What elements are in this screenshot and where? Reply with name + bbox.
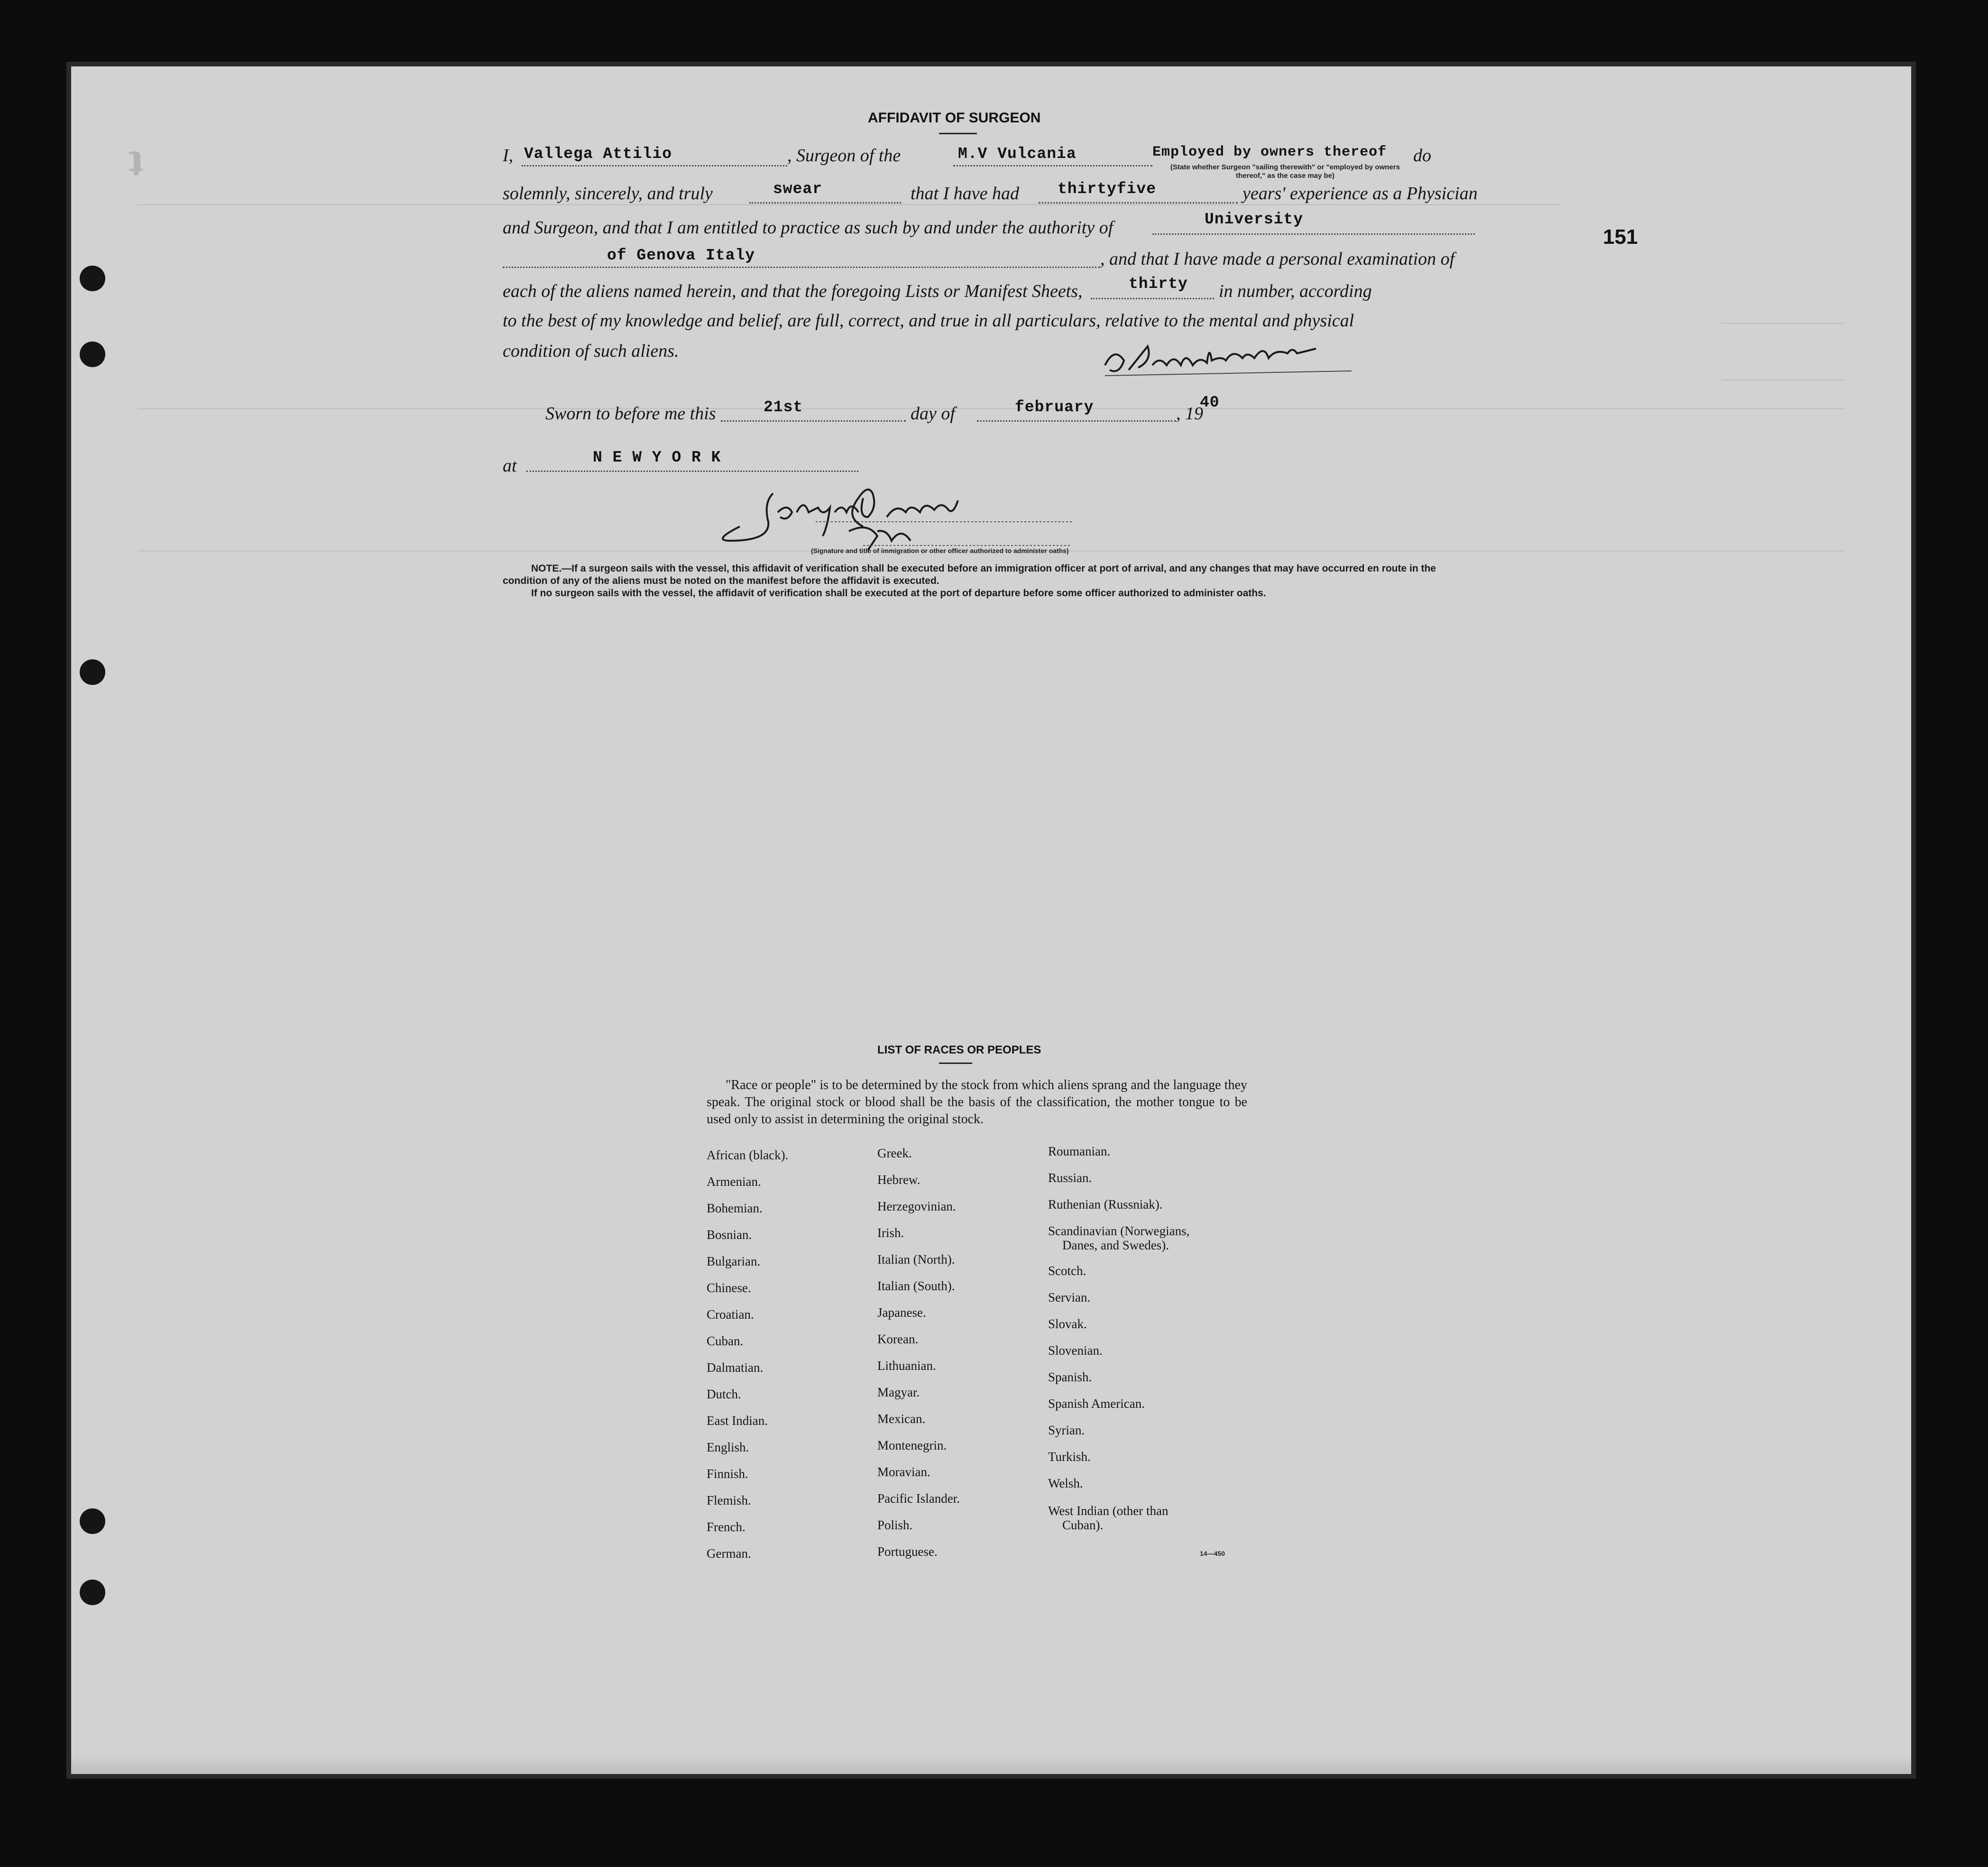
race-item: Herzegovinian.	[877, 1199, 956, 1213]
surgeon-name: Vallega Attilio	[524, 145, 672, 163]
race-item: Polish.	[877, 1518, 913, 1532]
race-item: Montenegrin.	[877, 1438, 947, 1452]
sworn-place: N E W Y O R K	[593, 449, 721, 466]
line5-suffix: in number, according	[1219, 281, 1372, 301]
page-number: 151	[1603, 225, 1638, 249]
authority-line-1: University	[1205, 211, 1304, 228]
line4-suffix: , and that I have made a personal examination of	[1100, 249, 1455, 269]
punch-hole	[80, 659, 105, 685]
race-item: Scotch.	[1048, 1264, 1086, 1278]
race-item: Chinese.	[707, 1281, 751, 1295]
employment-status: Employed by owners thereof	[1152, 144, 1387, 160]
bleed-through-heading: ʇ	[128, 139, 147, 185]
year-prefix: , 19	[1176, 404, 1203, 424]
race-item: Italian (North).	[877, 1252, 955, 1266]
years-experience: thirtyfive	[1058, 180, 1157, 198]
race-item: Pacific Islander.	[877, 1491, 960, 1506]
race-item: Cuban.	[707, 1334, 744, 1348]
race-item: Armenian.	[707, 1174, 761, 1189]
vessel-name: M.V Vulcania	[958, 145, 1077, 163]
punch-hole	[80, 266, 105, 291]
race-item: Hebrew.	[877, 1173, 920, 1187]
race-item: Russian.	[1048, 1171, 1092, 1185]
punch-hole	[80, 1508, 105, 1534]
note-surgeon-sails: NOTE.—If a surgeon sails with the vessel, this affidavit of verification shall be executed before an immigration officer at port of arrival, and any changes that may have occurred en route in the condition of any of the aliens must be noted on the manifest before the affidavit is executed.	[503, 563, 1436, 586]
race-item: Flemish.	[707, 1493, 751, 1507]
sheet-count: thirty	[1129, 275, 1188, 293]
form-number: 14—450	[1200, 1550, 1225, 1557]
document-page	[71, 66, 1911, 1774]
race-item: Danes, and Swedes).	[1062, 1238, 1169, 1252]
punch-hole	[80, 1580, 105, 1605]
race-item: Spanish.	[1048, 1370, 1092, 1384]
officer-caption: (Signature and title of immigration or other officer authorized to administer oaths)	[811, 547, 1069, 555]
race-item: Moravian.	[877, 1465, 930, 1479]
year-suffix: 40	[1200, 394, 1220, 411]
do-label: do	[1413, 146, 1431, 166]
race-item: Bulgarian.	[707, 1254, 761, 1268]
surgeon-signature	[1095, 337, 1380, 389]
race-item: Finnish.	[707, 1467, 748, 1481]
race-item: Slovak.	[1048, 1317, 1087, 1331]
page-edge-shade	[71, 1755, 1911, 1774]
race-item: Roumanian.	[1048, 1144, 1111, 1158]
line2-mid: that I have had	[911, 184, 1020, 203]
note-no-surgeon: If no surgeon sails with the vessel, the affidavit of verification shall be executed at the port of departure before some officer authorized to administer oaths.	[531, 588, 1266, 599]
race-item: Mexican.	[877, 1412, 926, 1426]
race-item: Ruthenian (Russniak).	[1048, 1197, 1163, 1211]
race-item: French.	[707, 1520, 746, 1534]
race-item: German.	[707, 1546, 751, 1561]
surgeon-of-label: , Surgeon of the	[787, 146, 901, 166]
race-item: English.	[707, 1440, 749, 1454]
race-item: Croatian.	[707, 1307, 754, 1322]
race-item: Turkish.	[1048, 1450, 1091, 1464]
race-item: Slovenian.	[1048, 1343, 1103, 1358]
race-item: Korean.	[877, 1332, 919, 1346]
line7: condition of such aliens.	[503, 341, 679, 361]
punch-hole	[80, 342, 105, 367]
sworn-prefix: Sworn to before me this	[545, 404, 716, 424]
race-item: Dutch.	[707, 1387, 741, 1401]
title-rule	[939, 133, 977, 134]
line2-suffix: years' experience as a Physician	[1242, 184, 1478, 203]
at-label: at	[503, 456, 517, 476]
day-of-label: day of	[911, 404, 955, 424]
race-item: Irish.	[877, 1226, 904, 1240]
affidavit-title: AFFIDAVIT OF SURGEON	[868, 110, 1041, 126]
employment-note: (State whether Surgeon "sailing therewith" or "employed by owners thereof," as the case may be)	[1170, 163, 1400, 180]
race-item: Spanish American.	[1048, 1396, 1145, 1411]
race-item: Scandinavian (Norwegians,	[1048, 1224, 1190, 1238]
race-item: African (black).	[707, 1148, 789, 1162]
race-item: Syrian.	[1048, 1423, 1085, 1437]
line2-prefix: solemnly, sincerely, and truly	[503, 184, 713, 203]
race-item: Greek.	[877, 1146, 912, 1160]
line5-prefix: each of the aliens named herein, and that the foregoing Lists or Manifest Sheets,	[503, 281, 1083, 301]
line3-prefix: and Surgeon, and that I am entitled to practice as such by and under the authority of	[503, 218, 1114, 238]
race-item: Servian.	[1048, 1290, 1091, 1304]
race-item: Japanese.	[877, 1305, 926, 1320]
sworn-day: 21st	[764, 398, 803, 416]
race-item: Portuguese.	[877, 1544, 938, 1559]
races-title-rule	[939, 1063, 972, 1064]
line1-prefix: I,	[503, 146, 514, 166]
race-item: West Indian (other than	[1048, 1504, 1169, 1518]
race-item: Lithuanian.	[877, 1359, 936, 1373]
line6: to the best of my knowledge and belief, are full, correct, and true in all particulars, relative to the mental and physical	[503, 311, 1354, 331]
race-item: East Indian.	[707, 1414, 768, 1428]
race-item: Dalmatian.	[707, 1360, 764, 1375]
race-item: Magyar.	[877, 1385, 920, 1399]
authority-line-2: of Genova Italy	[607, 247, 755, 264]
sworn-month: february	[1015, 398, 1094, 416]
races-intro: "Race or people" is to be determined by the stock from which aliens sprang and the language they speak. The original stock or blood shall be the basis of the classification, the mother tongue to be used only to assist in determining the original stock.	[707, 1078, 1247, 1127]
races-title: LIST OF RACES OR PEOPLES	[877, 1044, 1041, 1056]
race-item: Italian (South).	[877, 1279, 955, 1293]
race-item: Cuban).	[1062, 1518, 1104, 1532]
race-item: Welsh.	[1048, 1476, 1083, 1490]
oath-type: swear	[773, 180, 823, 198]
race-item: Bosnian.	[707, 1228, 752, 1242]
race-item: Bohemian.	[707, 1201, 763, 1215]
